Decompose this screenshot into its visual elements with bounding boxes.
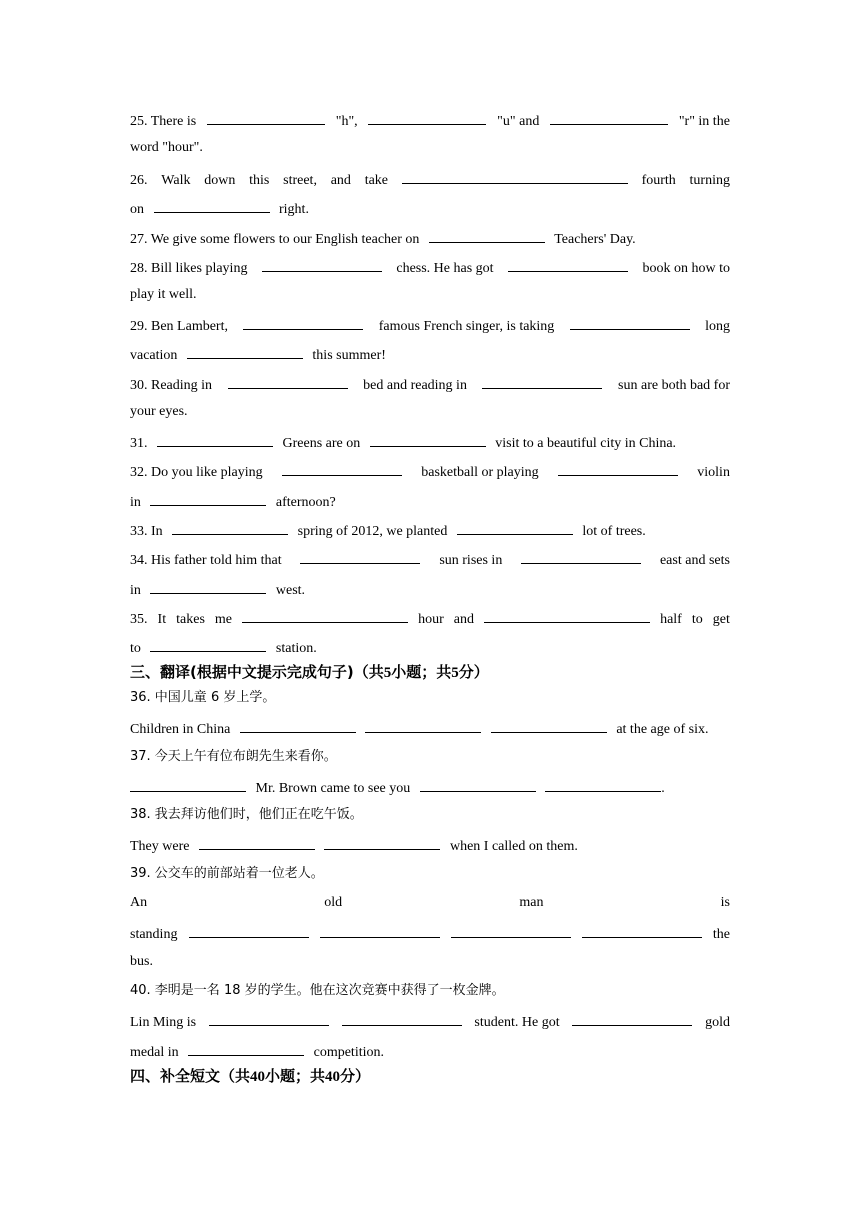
- question-33: 33. In spring of 2012, we planted lot of trees.: [130, 520, 730, 541]
- question-40-prompt: 40. 李明是一名 18 岁的学生。他在这次竞赛中获得了一枚金牌。: [130, 983, 505, 998]
- answer-blank[interactable]: [150, 491, 266, 506]
- answer-blank[interactable]: [243, 315, 363, 330]
- answer-blank[interactable]: [188, 1041, 304, 1056]
- answer-blank[interactable]: [484, 608, 650, 623]
- answer-blank[interactable]: [491, 718, 607, 733]
- question-35-line-2: to station.: [130, 637, 730, 658]
- answer-blank[interactable]: [521, 549, 641, 564]
- answer-blank[interactable]: [429, 228, 545, 243]
- question-30-line-2: your eyes.: [130, 404, 188, 419]
- answer-blank[interactable]: [572, 1011, 692, 1026]
- answer-blank[interactable]: [457, 520, 573, 535]
- question-35-line-1: 35. It takes me hour and half to get: [130, 608, 730, 629]
- section-4-heading: 四、补全短文（共40小题；共40分）: [130, 1067, 371, 1085]
- question-37-prompt: 37. 今天上午有位布朗先生来看你。: [130, 749, 337, 764]
- question-40-answer-line-2: medal in competition.: [130, 1041, 730, 1062]
- question-28-line-1: 28. Bill likes playing chess. He has got book on how to: [130, 257, 730, 278]
- answer-blank[interactable]: [189, 923, 309, 938]
- question-26-line-2: on right.: [130, 198, 730, 219]
- question-38-prompt: 38. 我去拜访他们时，他们正在吃午饭。: [130, 807, 363, 822]
- answer-blank[interactable]: [300, 549, 420, 564]
- question-29-line-2: vacation this summer!: [130, 344, 730, 365]
- question-32-line-1: 32. Do you like playing basketball or playing violin: [130, 461, 730, 482]
- question-36-answer: Children in China at the age of six.: [130, 718, 730, 739]
- answer-blank[interactable]: [282, 461, 402, 476]
- question-26-line-1: 26. Walk down this street, and take fourth turning: [130, 169, 730, 190]
- answer-blank[interactable]: [420, 777, 536, 792]
- question-25-line-2: word "hour".: [130, 140, 203, 155]
- answer-blank[interactable]: [368, 110, 486, 125]
- question-39-answer-line-1: An old man is: [130, 895, 730, 910]
- question-40-answer-line-1: Lin Ming is student. He got gold: [130, 1011, 730, 1032]
- answer-blank[interactable]: [324, 835, 440, 850]
- answer-blank[interactable]: [157, 432, 273, 447]
- answer-blank[interactable]: [482, 374, 602, 389]
- section-3-heading: 三、翻译(根据中文提示完成句子)（共5小题；共5分）: [130, 663, 489, 681]
- question-25-line-1: 25. There is "h", "u" and "r" in the: [130, 110, 730, 131]
- answer-blank[interactable]: [209, 1011, 329, 1026]
- answer-blank[interactable]: [172, 520, 288, 535]
- answer-blank[interactable]: [240, 718, 356, 733]
- answer-blank[interactable]: [150, 579, 266, 594]
- answer-blank[interactable]: [451, 923, 571, 938]
- answer-blank[interactable]: [582, 923, 702, 938]
- answer-blank[interactable]: [199, 835, 315, 850]
- answer-blank[interactable]: [365, 718, 481, 733]
- answer-blank[interactable]: [242, 608, 408, 623]
- question-27: 27. We give some flowers to our English teacher on Teachers' Day.: [130, 228, 730, 249]
- answer-blank[interactable]: [550, 110, 668, 125]
- question-28-line-2: play it well.: [130, 287, 197, 302]
- question-31: 31. Greens are on visit to a beautiful city in China.: [130, 432, 730, 453]
- answer-blank[interactable]: [320, 923, 440, 938]
- question-37-answer: Mr. Brown came to see you .: [130, 777, 730, 798]
- question-36-prompt: 36. 中国儿童 6 岁上学。: [130, 690, 276, 705]
- question-34-line-1: 34. His father told him that sun rises in east and sets: [130, 549, 730, 570]
- question-32-line-2: in afternoon?: [130, 491, 730, 512]
- answer-blank[interactable]: [370, 432, 486, 447]
- question-38-answer: They were when I called on them.: [130, 835, 730, 856]
- question-39-answer-line-3: bus.: [130, 954, 153, 969]
- answer-blank[interactable]: [154, 198, 270, 213]
- answer-blank[interactable]: [545, 777, 661, 792]
- question-39-prompt: 39. 公交车的前部站着一位老人。: [130, 866, 324, 881]
- answer-blank[interactable]: [570, 315, 690, 330]
- answer-blank[interactable]: [508, 257, 628, 272]
- answer-blank[interactable]: [342, 1011, 462, 1026]
- answer-blank[interactable]: [187, 344, 303, 359]
- question-39-answer-line-2: standing the: [130, 923, 730, 944]
- answer-blank[interactable]: [262, 257, 382, 272]
- answer-blank[interactable]: [207, 110, 325, 125]
- answer-blank[interactable]: [558, 461, 678, 476]
- answer-blank[interactable]: [228, 374, 348, 389]
- question-30-line-1: 30. Reading in bed and reading in sun are both bad for: [130, 374, 730, 395]
- answer-blank[interactable]: [402, 169, 628, 184]
- answer-blank[interactable]: [150, 637, 266, 652]
- question-29-line-1: 29. Ben Lambert, famous French singer, is taking long: [130, 315, 730, 336]
- answer-blank[interactable]: [130, 777, 246, 792]
- question-34-line-2: in west.: [130, 579, 730, 600]
